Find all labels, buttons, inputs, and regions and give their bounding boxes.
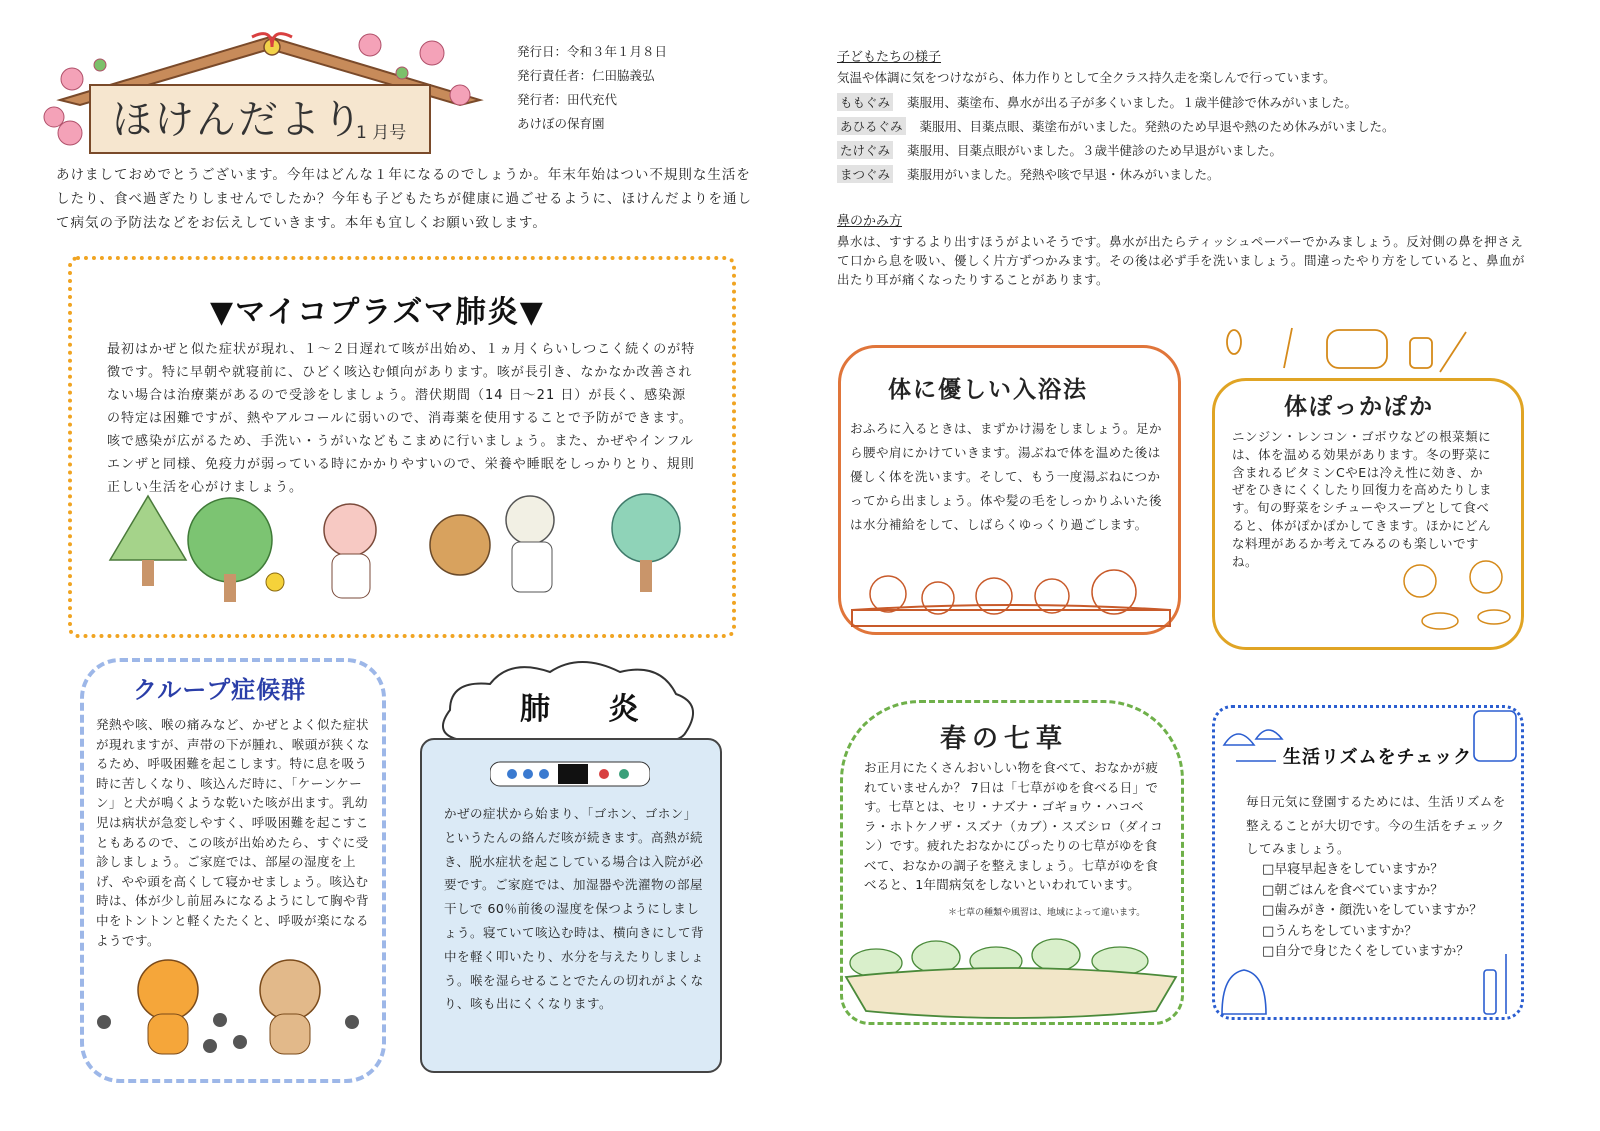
class-name: まつぐみ bbox=[837, 165, 893, 183]
dog-icon bbox=[1035, 579, 1069, 613]
seven-herbs-basket-illustration bbox=[836, 925, 1186, 1023]
publication-responsible: 発行責任者：仁田脇義弘 bbox=[517, 68, 655, 83]
newsletter-title: ほけんだより bbox=[112, 97, 364, 143]
class-note: 薬服用、目薬点眼がいました。３歳半健診のため早退がいました。 bbox=[907, 143, 1283, 158]
class-name: たけぐみ bbox=[837, 141, 893, 159]
bowl-icon bbox=[1478, 610, 1510, 624]
mycoplasma-body: 最初はかぜと似た症状が現れ、１～２日遅れて咳が出始め、１ヵ月くらいしつこく続くのが特徴です。特に早朝や就寝前に、ひどく咳込む傾向があります。咳が長引き、なかなか改善されない場合は治療薬があるので受診をしましょう。潜伏期間（14 日～21 日）が長く、感染源の特定は困難ですが、熱やアルコールに弱いので、消毒薬を使用することで予防ができます。咳で感染が広がるため、手洗い・うがいなどもこまめに行いましょう。また、かぜやインフルエンザと同様、免疫力が弱っている時にかかりやすいので、栄養や睡眠をしっかりとり、規則正しい生活を心がけましょう。 bbox=[107, 342, 696, 495]
herb-icon bbox=[1032, 939, 1080, 971]
checklist-item: □自分で身じたくをしていますか？ bbox=[1262, 944, 1470, 959]
spoon-icon bbox=[1227, 330, 1241, 354]
chick-icon bbox=[266, 573, 284, 591]
rhythm-footer-illustration bbox=[1214, 950, 1524, 1020]
child-icon bbox=[1404, 565, 1436, 597]
warm-title: 体ぽっかぽか bbox=[1284, 394, 1434, 420]
bath-animals-illustration bbox=[846, 560, 1176, 630]
squirrel-icon bbox=[430, 515, 490, 575]
bath-title: 体に優しい入浴法 bbox=[888, 377, 1088, 403]
nose-section-heading: 鼻のかみ方 bbox=[837, 214, 903, 229]
calendar-icon bbox=[1474, 711, 1516, 761]
mycoplasma-title: ▼マイコプラズマ肺炎▼ bbox=[210, 295, 545, 330]
bowl-icon bbox=[1422, 613, 1458, 629]
checklist-item: □朝ごはんを食べていますか？ bbox=[1262, 882, 1444, 898]
basket-icon bbox=[846, 968, 1176, 1018]
fox-icon bbox=[138, 960, 198, 1020]
checklist-item: □早寝早起きをしていますか？ bbox=[1262, 862, 1444, 877]
child-icon bbox=[1470, 561, 1502, 593]
cat-icon bbox=[976, 578, 1012, 614]
soup-bowl-icon bbox=[1256, 730, 1282, 739]
doctor-icon bbox=[506, 496, 554, 544]
pneumonia-title: 肺 炎 bbox=[520, 692, 663, 727]
rhythm-body: 毎日元気に登園するためには、生活リズムを整えることが大切です。今の生活をチェックしてみましょう。 bbox=[1246, 794, 1506, 856]
pneumonia-body: かぜの症状から始まり、「ゴホン、ゴホン」というたんの絡んだ咳が続きます。高熱が続き、脱水症状を起こしている場合は入院が必要です。ご家庭では、加湿器や洗濯物の部屋干しで 60％前後の湿度を保つようにしましょう。寝ていて咳込む時は、横向きにして背中を軽く叩いたり、水分を与えたりしましょう。喉を湿らせることでたんの切れがよくなり、咳も出にくくなります。 bbox=[444, 806, 705, 1012]
pig-nurse-icon bbox=[324, 504, 376, 556]
mycoplasma-illustration bbox=[100, 490, 700, 615]
tree-icon bbox=[110, 496, 186, 560]
kids-section-heading: 子どもたちの様子 bbox=[837, 50, 942, 65]
tree-icon bbox=[188, 498, 272, 582]
carrot-icon bbox=[1284, 328, 1292, 368]
croup-illustration bbox=[90, 950, 380, 1060]
class-note: 薬服用がいました。発熱や咳で早退・休みがいました。 bbox=[907, 167, 1220, 182]
pot-icon bbox=[1327, 330, 1387, 368]
class-row bbox=[837, 141, 1282, 159]
nanakusa-note: ＊七草の種類や風習は、地域によって違います。 bbox=[948, 908, 1146, 918]
backpack-icon bbox=[1222, 970, 1266, 1014]
kids-intro: 気温や体調に気をつけながら、体力作りとして全クラス持久走を楽しんで行っています。 bbox=[837, 70, 1336, 85]
tree-icon bbox=[612, 494, 680, 562]
intro-paragraph: あけましておめでとうございます。今年はどんな１年になるのでしょうか。年末年始はつい不規則な生活をしたり、食べ過ぎたりしませんでしたか？今年も子どもたちが健康に過ごせるように、ほけんだよりを通して病気の予防法などをお伝えしていきます。本年も宜しくお願い致します。 bbox=[56, 167, 752, 231]
croup-title: クループ症候群 bbox=[133, 676, 307, 704]
children-eating-illustration bbox=[1390, 555, 1520, 640]
class-note: 薬服用、薬塗布、鼻水が出る子が多くいました。１歳半健診で休みがいました。 bbox=[907, 95, 1358, 110]
nose-body: 鼻水は、すするより出すほうがよいそうです。鼻水が出たらティッシュペーパーでかみましょう。反対側の鼻を押さえて口から息を吸い、優しく片方ずつかみます。その後は必ず手を洗いましょう。間違ったやり方をしていると、鼻血が出たり耳が痛くなったりすることがあります。 bbox=[837, 234, 1526, 287]
publisher: 発行者：田代充代 bbox=[517, 92, 618, 107]
croup-body: 発熱や咳、喉の痛みなど、かぜとよく似た症状が現れますが、声帯の下が腫れ、喉頭が狭くなるため、呼吸困難を起こします。特に息を吸う時に苦しくなり、咳込んだ時に、「ケーンケーン」と犬が鳴くような乾いた咳が出ます。乳幼児は病状が急変しやすく、呼吸困難を起こすこともあるので、この咳が出始めたら、すぐに受診しましょう。ご家庭では、部屋の湿度を上げ、やや頭を高くして寝かせましょう。咳込む時は、体が少し前屈みになるようにして胸や背中をトントンと軽くたたくと、呼吸が楽になるようです。 bbox=[96, 717, 370, 948]
burdock-icon bbox=[1440, 332, 1466, 372]
dog-icon bbox=[260, 960, 320, 1020]
nanakusa-title: 春の七草 bbox=[940, 724, 1069, 754]
warm-body: ニンジン・レンコン・ゴボウなどの根菜類には、体を温める効果があります。冬の野菜に含まれるビタミンCやEは冷え性に効き、かぜをひきにくくしたり回復力を高めたりします。旬の野菜をシチューやスープとして食べると、体がぽかぽかしてきます。ほかにどんな料理があるか考えてみるのも楽しいですね。 bbox=[1232, 429, 1493, 569]
rhythm-title: 生活リズムをチェック bbox=[1283, 747, 1473, 768]
humidifier-controls bbox=[490, 760, 650, 788]
class-row bbox=[837, 117, 1395, 135]
herb-icon bbox=[912, 941, 960, 973]
class-name: ももぐみ bbox=[837, 93, 893, 111]
publication-date: 発行日：令和３年１月８日 bbox=[517, 44, 668, 59]
checklist-item: □うんちをしていますか？ bbox=[1262, 923, 1418, 939]
newsletter-month: 1 月号 bbox=[356, 123, 407, 143]
nanakusa-body: お正月にたくさんおいしい物を食べて、おなかが疲れていませんか？ 7日は「七草がゆを食べる日」です。七草とは、セリ・ナズナ・ゴギョウ・ハコベラ・ホトケノザ・スズナ（カブ）・スズシロ（ダイコン）です。疲れたおなかにぴったりの七草がゆを食べて、おなかの調子を整えましょう。七草がゆを食べると、1年間病気をしないといわれています。 bbox=[864, 760, 1163, 892]
cup-icon bbox=[1484, 970, 1496, 1014]
checklist-item: □歯みがき・顔洗いをしていますか？ bbox=[1262, 903, 1483, 918]
publication-info bbox=[517, 40, 667, 136]
bath-body: おふろに入るときは、まずかけ湯をしましょう。足から腰や肩にかけていきます。湯ぶねで体を温めた後は優しく体を洗います。そして、もう一度湯ぶねにつかってから出ましょう。体や髪の毛をしっかりふいた後は水分補給をして、しばらくゆっくり過ごします。 bbox=[850, 421, 1163, 532]
class-row bbox=[837, 165, 1220, 183]
rhythm-checklist bbox=[1262, 860, 1502, 963]
lotus-root-icon bbox=[1410, 338, 1432, 368]
school-name: あけぼの保育園 bbox=[517, 116, 605, 131]
class-row bbox=[837, 93, 1357, 111]
class-name: あひるぐみ bbox=[837, 117, 906, 135]
vegetables-pot-illustration bbox=[1212, 322, 1532, 382]
rice-bowl-icon bbox=[1224, 734, 1254, 745]
class-note: 薬服用、目薬点眼、薬塗布がいました。発熱のため早退や熱のため休みがいました。 bbox=[919, 119, 1395, 134]
